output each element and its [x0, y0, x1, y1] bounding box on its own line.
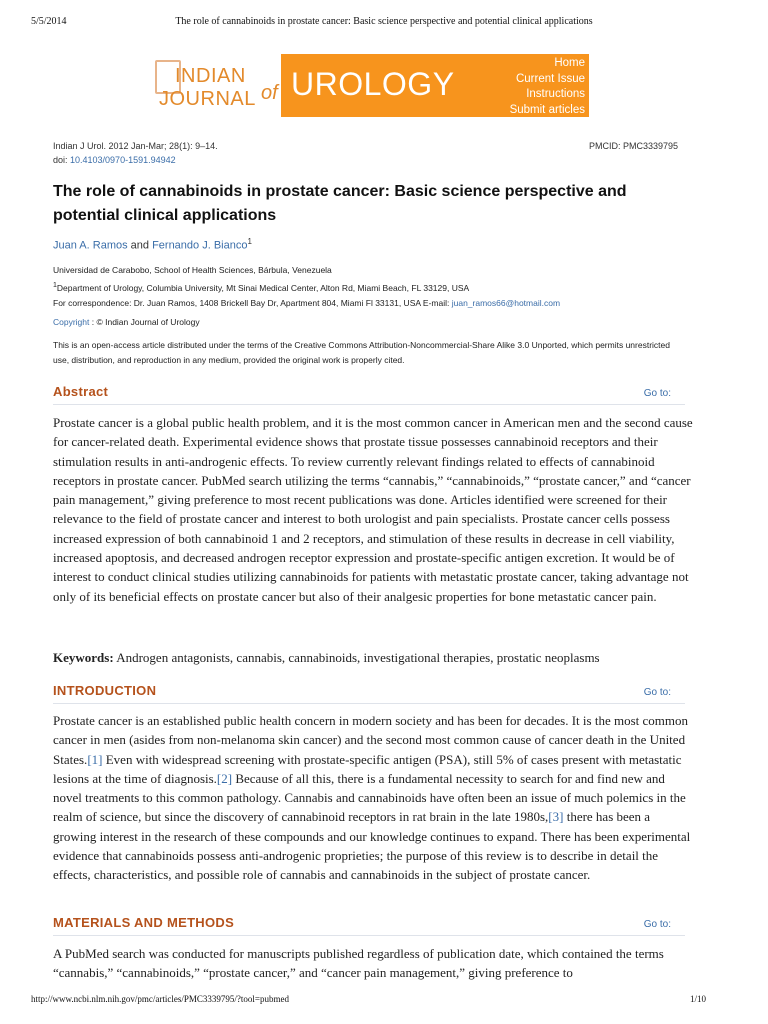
- introduction-header: [53, 683, 685, 704]
- keywords-text: Androgen antagonists, cannabis, cannabinoids, investigational therapies, prostatic neoplasms: [113, 650, 600, 665]
- logo-journal: JOURNAL: [159, 88, 256, 110]
- ref-2-link[interactable]: [2]: [216, 770, 233, 786]
- copyright-link[interactable]: Copyright: [53, 317, 90, 327]
- correspondence-text: For correspondence: Dr. Juan Ramos, 1408 Brickell Bay Dr, Apartment 804, Miami Fl 33131, USA E-mail:: [53, 297, 452, 308]
- nav-home-link[interactable]: Home: [554, 57, 585, 69]
- copyright-line: [53, 317, 200, 327]
- print-header: [0, 16, 768, 30]
- print-page-number: 1/10: [689, 994, 706, 1004]
- print-footer: [0, 994, 768, 1008]
- logo-of: of: [261, 82, 278, 104]
- affiliations: [53, 263, 693, 311]
- nav-current-issue-link[interactable]: Current Issue: [515, 72, 585, 85]
- author-affil-sup: 1: [247, 237, 252, 246]
- correspondence: [53, 296, 693, 311]
- print-title: The role of cannabinoids in prostate cancer: Basic science perspective and potential clinical applications: [175, 16, 593, 27]
- keywords-line: [53, 650, 693, 666]
- logo-indian: INDIAN: [175, 65, 246, 87]
- copyright-text: : © Indian Journal of Urology: [89, 317, 200, 327]
- doi-link[interactable]: 10.4103/0970-1591.94942: [70, 155, 176, 165]
- intro-p3: Because of all this, there is a fundamental necessity to search for and find new and novel treatments to this common pathology. Cannabis and cannabinoids have often been an issue of much polemics in the realm of science, but since the discovery of cannabinoid receptors in rat brain in the late 1980s,: [53, 770, 686, 825]
- print-url: http://www.ncbi.nlm.nih.gov/pmc/articles/PMC3339795/?tool=pubmed: [31, 994, 289, 1004]
- ref-1-link[interactable]: [1]: [87, 751, 103, 767]
- logo-urology: UROLOGY: [291, 66, 455, 102]
- nav-submit-articles-link[interactable]: Submit articles: [509, 103, 585, 116]
- affiliation-sup: 1: [53, 282, 57, 289]
- journal-banner: [153, 54, 589, 117]
- pmcid: PMCID: PMC3339795: [588, 141, 678, 151]
- intro-p1: Prostate cancer is an established public health concern in modern society and has been for decades. It is the most common cancer in men (asides from non-melanoma skin cancer) and the second most common cause of cancer death in the United States.: [53, 713, 688, 767]
- ref-3-link[interactable]: [3]: [548, 809, 564, 825]
- introduction-goto-link[interactable]: Go to:: [643, 687, 671, 698]
- methods-heading: MATERIALS AND METHODS: [53, 915, 235, 930]
- affiliation-1: Universidad de Carabobo, School of Health Sciences, Bárbula, Venezuela: [53, 265, 332, 275]
- intro-p4: there has been a growing interest in the research of these compounds and our knowledge continues to expand. There has been experimental evidence that cannabinoids possess anti-androgenic proprieties; the purpose of this review is to describe in detail the effects, characteristics, and possible role of cannabis and cannabinoids in the subject of prostate cancer.: [53, 809, 691, 883]
- methods-header: [53, 915, 685, 936]
- author-link-ramos[interactable]: Juan A. Ramos: [53, 239, 128, 252]
- author-link-bianco[interactable]: Fernando J. Bianco: [152, 239, 248, 252]
- methods-text: A PubMed search was conducted for manuscripts published regardless of publication date, which contained the terms “cannabis,” “cannabinoids,” “prostate cancer,” and “cancer pain management,” giving preference to: [53, 946, 664, 981]
- keywords-label: Keywords:: [53, 650, 114, 665]
- print-date: 5/5/2014: [31, 16, 67, 27]
- intro-p2: Even with widespread screening with prostate-specific antigen (PSA), still 5% of cases present with metastatic lesions at the time of diagnosis.: [53, 751, 682, 786]
- affiliation-2: [53, 278, 693, 296]
- abstract-goto-link[interactable]: Go to:: [643, 388, 671, 399]
- abstract-heading: Abstract: [53, 384, 109, 399]
- author-list: [53, 237, 252, 252]
- nav-instructions-link[interactable]: Instructions: [526, 88, 585, 100]
- doi-line: [53, 153, 678, 167]
- journal-nav: [510, 56, 585, 118]
- article-title: The role of cannabinoids in prostate cancer: Basic science perspective and potential clinical applications: [53, 183, 627, 224]
- license-text: This is an open-access article distributed under the terms of the Creative Commons Attribution-Noncommercial-Share Alike 3.0 Unported, which permits unrestricted use, distribution, and reproduction in any medium, provided the original work is properly cited.: [53, 340, 670, 365]
- journal-logo[interactable]: [153, 54, 281, 117]
- doi-label: doi:: [53, 155, 71, 165]
- author-separator: and: [127, 239, 153, 252]
- abstract-header: [53, 384, 685, 405]
- abstract-text: Prostate cancer is a global public health problem, and it is the most common cancer in American men and the second cause for cancer-related death. Experimental evidence shows that prostate tissue possesses cannabinoid receptors and their stimulation results in anti-androgenic effects. To review currently relevant findings related to effects of cannabinoid receptors in prostate cancer. PubMed search utilizing the terms “cannabis,” “cannabinoids,” “prostate cancer,” and “cancer pain management,” giving preference to most recent publications was done. Articles identified were screened for their relevance to the field of prostate cancer and interest to both urologist and pain specialists. Prostate cancer cells possess increased expression of both cannabinoid 1 and 2 receptors, and stimulation of these results in decrease in cell viability, increased apoptosis, and decreased androgen receptor expression and prostate-specific antigen excretion. It would be of interest to conduct clinical studies utilizing cannabinoids for patients with metastatic prostate cancer, taking advantage not only of its beneficial effects on prostate cancer but also of their analgesic properties for bone metastatic cancer pain.: [53, 415, 693, 604]
- citation: Indian J Urol. 2012 Jan-Mar; 28(1): 9–14.: [53, 141, 218, 151]
- introduction-text: [53, 711, 693, 885]
- affiliation-2-text: Department of Urology, Columbia University, Mt Sinai Medical Center, Alton Rd, Miami Beach, FL 33129, USA: [56, 282, 470, 293]
- introduction-heading: INTRODUCTION: [53, 683, 157, 698]
- methods-goto-link[interactable]: Go to:: [643, 919, 671, 930]
- email-link[interactable]: juan_ramos66@hotmail.com: [451, 297, 561, 308]
- citation-meta: [53, 139, 678, 167]
